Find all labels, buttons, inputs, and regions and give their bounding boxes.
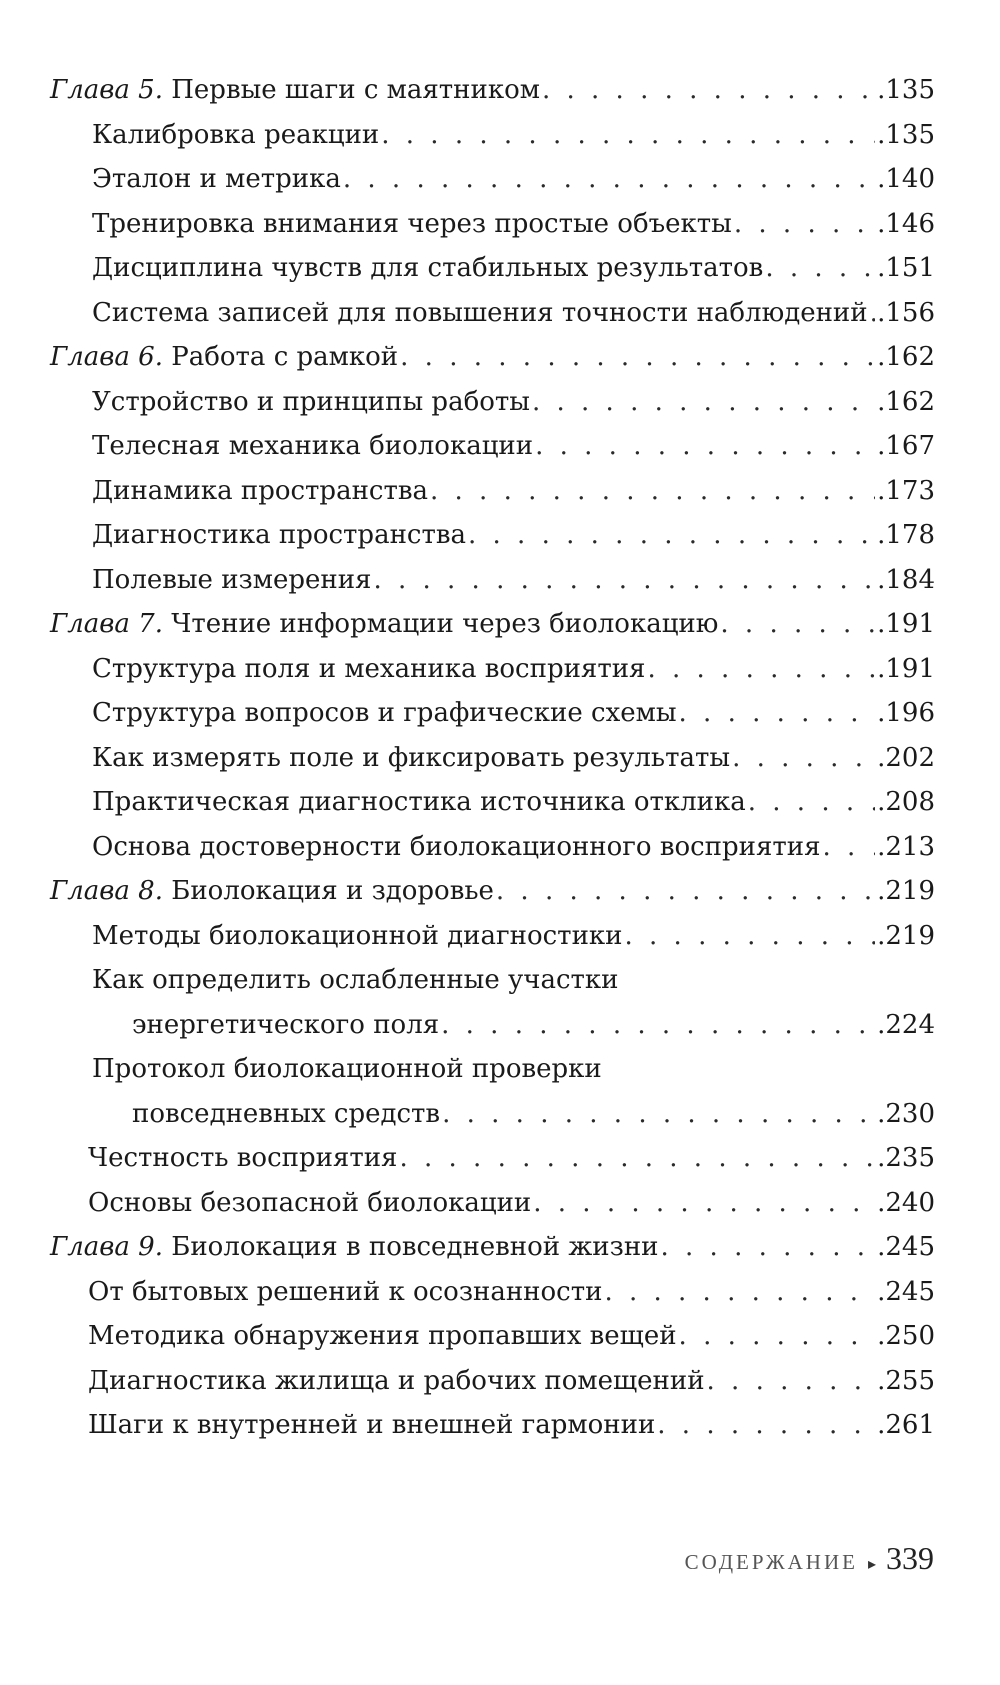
toc-section[interactable] [50,202,935,247]
toc-section[interactable] [50,1359,935,1404]
dot-leader [468,513,875,558]
section-title: Динамика пространства [92,475,428,506]
toc-page-number: . 135 [877,113,935,158]
dot-leader [532,380,875,425]
toc-page-number: . 162 [877,335,935,380]
toc-page-number: . 261 [877,1403,935,1448]
toc-chapter-9[interactable] [50,1225,935,1270]
dot-leader [442,1092,875,1137]
toc-page-number: . 167 [877,424,935,469]
toc-page-number: . 151 [877,246,935,291]
toc-page-number: . 230 [877,1092,935,1137]
dot-leader [496,869,875,914]
dot-leader [441,1003,875,1048]
toc-page-number: . 255 [877,1359,935,1404]
chapter-prefix: Глава 6. [50,342,163,372]
toc-page-number: . 219 [877,914,935,959]
dot-leader [734,202,875,247]
dot-leader [381,113,875,158]
section-title: Калибровка реакции [92,119,380,150]
dot-leader [604,1270,875,1315]
toc-section[interactable] [50,113,935,158]
chapter-title: Работа с рамкой [171,342,399,372]
section-title: Полевые измерения [92,564,372,595]
toc-section[interactable] [50,1314,935,1359]
toc-section[interactable] [50,558,935,603]
section-title: Структура поля и механика восприятия [92,653,646,684]
toc-chapter-8[interactable] [50,869,935,914]
toc-section-first-line[interactable] [50,1047,935,1092]
dot-leader [823,825,876,870]
section-title: Основы безопасной биолокации [88,1187,532,1218]
toc-section[interactable] [50,736,935,781]
dot-leader [657,1403,875,1448]
section-title: Устройство и принципы работы [92,386,530,417]
toc-page-number: . 208 [877,780,935,825]
section-title: Телесная механика биолокации [92,431,534,461]
chapter-prefix: Глава 7. [50,609,163,639]
toc-page-number: . 162 [877,380,935,425]
dot-leader [430,469,875,514]
section-title: Эталон и метрика [92,164,341,194]
page-number: 339 [886,1540,934,1576]
toc-chapter-7[interactable] [50,602,935,647]
toc-page-number: . 245 [877,1270,935,1315]
dot-leader [748,780,875,825]
dot-leader [535,424,875,469]
toc-page-number: . 196 [877,691,935,736]
section-title-continued: энергетического поля [132,1009,440,1040]
toc-section[interactable] [50,291,935,336]
toc-page-number: . 224 [877,1003,935,1048]
dot-leader [765,246,875,291]
chapter-title: Биолокация и здоровье [171,876,494,906]
toc-section[interactable] [50,513,935,558]
toc-section[interactable] [50,914,935,959]
dot-leader [679,691,876,736]
chapter-title: Чтение информации через биолокацию [171,609,719,639]
section-title: Как определить ослабленные участки [92,965,619,995]
toc-section[interactable] [50,1270,935,1315]
section-title: Методика обнаружения пропавших вещей [88,1321,677,1351]
dot-leader [542,68,875,113]
toc-section[interactable] [50,1181,935,1226]
toc-page-number: . 156 [877,291,935,336]
toc-section[interactable] [50,780,935,825]
section-title: Тренировка внимания через простые объекты [92,208,732,239]
section-title: Практическая диагностика источника отклика [92,787,746,817]
bullet-separator: ▸ [867,1556,876,1573]
section-title: Протокол биолокационной проверки [92,1054,602,1084]
toc-chapter-6[interactable] [50,335,935,380]
toc-section[interactable] [50,647,935,692]
dot-leader [660,1225,875,1270]
toc-page-number: . 202 [877,736,935,781]
section-title: Честность восприятия [88,1143,398,1173]
toc-page-number: . 240 [877,1181,935,1226]
section-title: Основа достоверности биолокационного восприятия [92,831,821,862]
section-title: От бытовых решений к осознанности [88,1276,603,1307]
toc-entry-label [50,68,540,113]
toc-page-number: . 245 [877,1225,935,1270]
dot-leader [720,602,875,647]
section-title: Шаги к внутренней и внешней гармонии [88,1410,656,1440]
toc-section[interactable] [50,825,935,870]
toc-entry-label [50,869,494,914]
toc-section-first-line[interactable] [50,958,935,1003]
toc-page-number: . 213 [877,825,935,870]
toc-page-number: . 135 [877,68,935,113]
dot-leader [343,157,875,202]
toc-section[interactable] [50,424,935,469]
chapter-title: Биолокация в повседневной жизни [171,1232,659,1262]
dot-leader [870,291,876,336]
toc-page-number: . 184 [877,558,935,603]
toc-section[interactable] [50,691,935,736]
toc-page-number: . 250 [877,1314,935,1359]
section-title: Диагностика пространства [92,520,466,550]
dot-leader [624,914,875,959]
dot-leader [373,558,875,603]
dot-leader [399,1136,875,1181]
section-title: Дисциплина чувств для стабильных результатов [92,253,764,283]
table-of-contents [50,68,935,1448]
toc-page-number: . 178 [877,513,935,558]
chapter-title: Первые шаги с маятником [171,75,540,105]
chapter-prefix: Глава 9. [50,1232,163,1262]
dot-leader [647,647,875,692]
chapter-prefix: Глава 5. [50,75,163,105]
dot-leader [707,1359,876,1404]
toc-page-number: . 191 [877,647,935,692]
dot-leader [400,335,875,380]
section-title: Методы биолокационной диагностики [92,920,623,951]
toc-section[interactable] [50,246,935,291]
toc-section[interactable] [50,469,935,514]
toc-page-number: . 191 [877,602,935,647]
toc-section-continuation[interactable] [50,1092,935,1137]
toc-section[interactable] [50,380,935,425]
dot-leader [732,736,875,781]
toc-section-continuation[interactable] [50,1003,935,1048]
section-title: Диагностика жилища и рабочих помещений [88,1365,705,1396]
dot-leader [679,1314,876,1359]
section-title: Как измерять поле и фиксировать результаты [92,742,731,773]
dot-leader [533,1181,875,1226]
toc-section[interactable] [50,1403,935,1448]
toc-entry-label [50,335,398,380]
toc-page-number: . 219 [877,869,935,914]
toc-section[interactable] [50,1136,935,1181]
section-title-continued: повседневных средств [132,1098,441,1129]
toc-chapter-5[interactable] [50,68,935,113]
toc-page-number: . 146 [877,202,935,247]
running-head: СОДЕРЖАНИЕ [684,1550,858,1574]
toc-page-number: . 235 [877,1136,935,1181]
section-title: Структура вопросов и графические схемы [92,698,677,728]
section-title: Система записей для повышения точности наблюдений [92,297,868,328]
page-footer [685,1540,934,1577]
toc-page-number: . 173 [877,469,935,514]
toc-page-number: . 140 [877,157,935,202]
toc-entry-label [50,1225,658,1270]
toc-section[interactable] [50,157,935,202]
toc-entry-label [50,602,718,647]
chapter-prefix: Глава 8. [50,876,163,906]
